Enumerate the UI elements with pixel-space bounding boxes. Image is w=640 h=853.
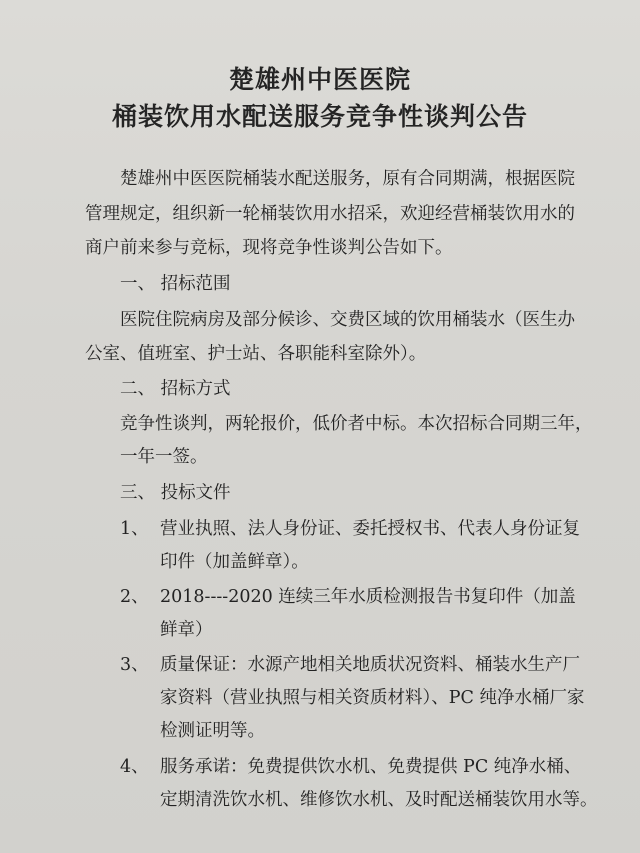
item-3-line-3: 检测证明等。 <box>160 721 265 741</box>
item-1-line-2: 印件（加盖鲜章）。 <box>160 552 309 572</box>
item-3-line-2: 家资料（营业执照与相关资质材料）、PC 纯净水桶厂家 <box>160 688 585 708</box>
item-2-line-1: 2018----2020 连续三年水质检测报告书复印件（加盖 <box>160 587 576 607</box>
item-1-line-1: 营业执照、法人身份证、委托授权书、代表人身份证复 <box>160 519 580 539</box>
section1-line-2: 公室、值班室、护士站、各职能科室除外）。 <box>85 344 427 364</box>
item-2-line-2: 鲜章） <box>160 620 213 640</box>
item-2-number: 2、 <box>120 587 149 607</box>
intro-line-2: 管理规定，组织新一轮桶装饮用水招采，欢迎经营桶装饮用水的 <box>85 204 575 224</box>
item-3-line-1: 质量保证：水源产地相关地质状况资料、桶装水生产厂 <box>160 655 580 675</box>
section1-line-1: 医院住院病房及部分候诊、交费区域的饮用桶装水（医生办 <box>120 310 575 330</box>
item-1-number: 1、 <box>120 519 149 539</box>
item-4-line-2: 定期清洗饮水机、维修饮水机、及时配送桶装饮用水等。 <box>160 790 598 810</box>
document-title-line1: 楚雄州中医医院 <box>228 65 411 94</box>
intro-line-1: 楚雄州中医医院桶装水配送服务，原有合同期满，根据医院 <box>120 169 575 189</box>
item-3-number: 3、 <box>120 655 149 675</box>
section2-line-1: 竞争性谈判，两轮报价，低价者中标。本次招标合同期三年， <box>120 414 593 434</box>
section2-heading: 二、 招标方式 <box>120 379 231 399</box>
item-4-number: 4、 <box>120 757 149 777</box>
item-4-line-1: 服务承诺：免费提供饮水机、免费提供 PC 纯净水桶、 <box>160 757 582 777</box>
intro-line-3: 商户前来参与竞标，现将竞争性谈判公告如下。 <box>85 238 453 258</box>
document-title-line2: 桶装饮用水配送服务竞争性谈判公告 <box>111 102 528 131</box>
section2-line-2: 一年一签。 <box>120 447 208 467</box>
section3-heading: 三、 投标文件 <box>120 483 231 503</box>
section1-heading: 一、 招标范围 <box>120 274 231 294</box>
